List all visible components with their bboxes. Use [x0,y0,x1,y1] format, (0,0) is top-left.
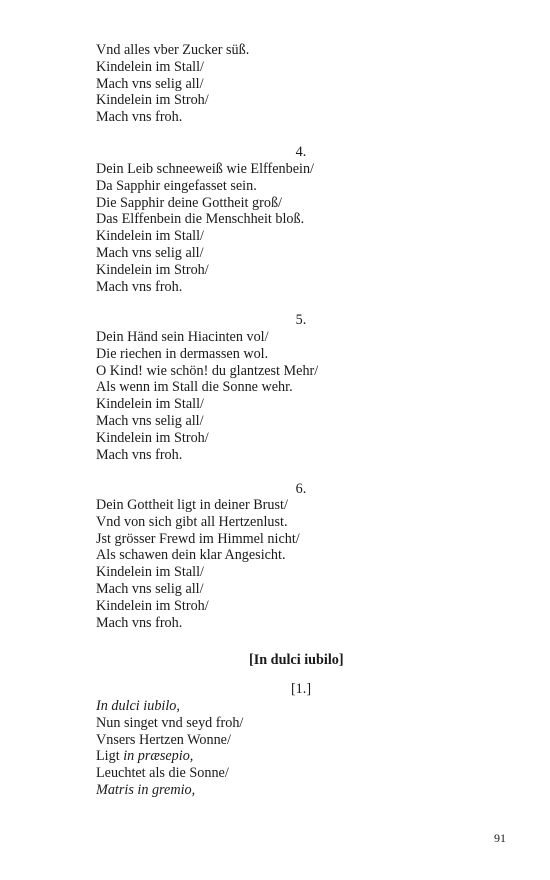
verse-line: Kindelein im Stroh/ [96,429,209,446]
verse-line: O Kind! wie schön! du glantzest Mehr/ [96,362,319,379]
verse-line: Leuchtet als die Sonne/ [96,765,229,782]
verse-line: Als schawen dein klar Angesicht. [96,547,286,564]
verse-line: Kindelein im Stall/ [96,564,204,581]
verse-line: Vnd von sich gibt all Hertzenlust. [96,513,288,530]
verse-line: Kindelein im Stall/ [96,58,204,75]
verse-line: Kindelein im Stroh/ [96,597,209,614]
verse-line: Dein Leib schneeweiß wie Elffenbein/ [96,161,314,177]
verse-line: Mach vns froh. [96,278,183,295]
stanza-5 [96,329,516,463]
verse-line-roman: Ligt [96,748,124,765]
verse-line: Mach vns froh. [96,446,183,463]
verse-line [96,748,516,765]
verse-line: Matris in gremio, [96,781,196,798]
verse-line: Dein Händ sein Hiacinten vol/ [96,329,269,345]
stanza-3-ending [96,42,516,126]
stanza-number-5: 5. [295,312,307,328]
stanza-6 [96,497,516,631]
verse-line: Mach vns froh. [96,614,183,631]
verse-line: Dein Gottheit ligt in deiner Brust/ [96,497,288,513]
verse-line: Mach vns selig all/ [96,580,204,597]
page-number: 91 [494,831,506,845]
verse-line: Vnsers Hertzen Wonne/ [96,731,231,748]
song-title: [In dulci iubilo] [249,652,344,668]
song2-stanza-1 [96,698,516,799]
stanza-number-1: [1.] [290,681,312,697]
verse-line: Die Sapphir deine Gottheit groß/ [96,194,282,211]
verse-line: Als wenn im Stall die Sonne wehr. [96,379,293,396]
stanza-4 [96,161,516,295]
verse-line: Kindelein im Stall/ [96,228,204,245]
verse-line: Das Elffenbein die Menschheit bloß. [96,211,305,228]
verse-line: Nun singet vnd seyd froh/ [96,714,244,731]
verse-line: Die riechen in dermassen wol. [96,345,269,362]
verse-line: Da Sapphir eingefasset sein. [96,177,257,194]
verse-line-latin: in præsepio, [123,748,194,765]
verse-line: Mach vns selig all/ [96,75,204,92]
verse-line: Kindelein im Stroh/ [96,92,209,109]
verse-line: Mach vns froh. [96,109,183,126]
stanza-number-4: 4. [295,144,307,160]
verse-line: Kindelein im Stroh/ [96,261,209,278]
verse-line: In dulci iubilo, [96,698,180,714]
stanza-number-6: 6. [295,481,307,497]
verse-line: Mach vns selig all/ [96,412,204,429]
verse-line: Kindelein im Stall/ [96,396,204,413]
verse-line: Mach vns selig all/ [96,244,204,261]
verse-line: Vnd alles vber Zucker süß. [96,42,250,58]
verse-line: Jst grösser Frewd im Himmel nicht/ [96,530,300,547]
